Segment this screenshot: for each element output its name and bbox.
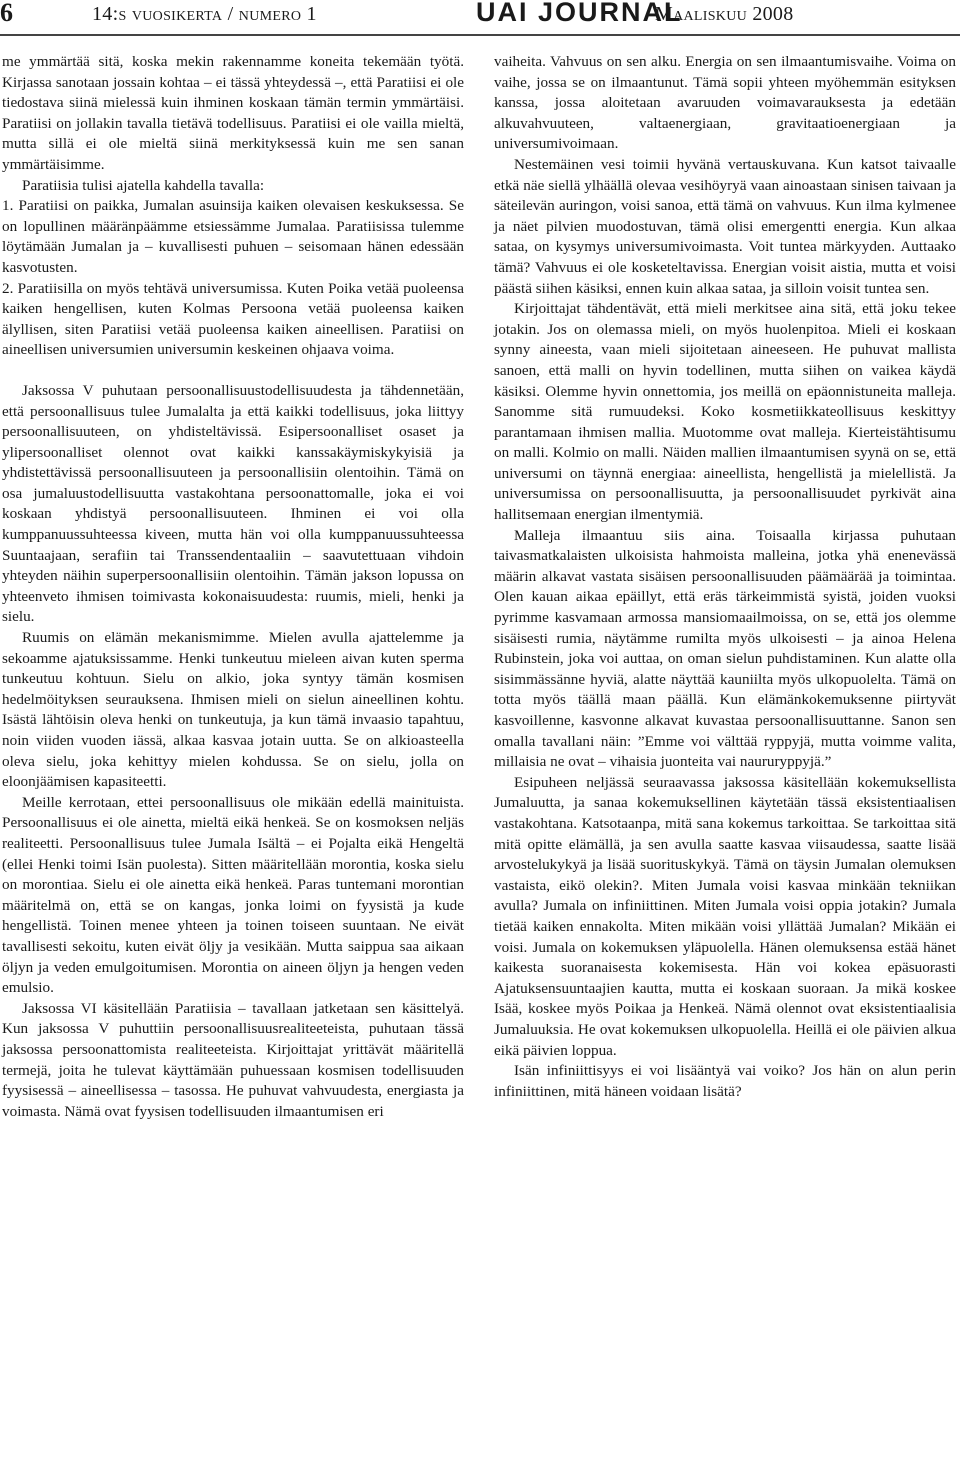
paragraph: Isän infiniittisyys ei voi lisääntyä vai voiko? Jos hän on alun perin infiniittinen, mitä häneen voidaan lisätä? (494, 1062, 956, 1100)
paragraph: Meille kerrotaan, ettei persoonallisuus ole mikään edellä mainituista. Persoonallisuus ei ole ainetta, mieltä eikä henkeä. Se on kosmoksen neljäs realiteetti. Persoonallisuus tulee Jumala Isältä – ei Pojalta eikä Hengeltä (ellei Henki toimi Isän puolesta). Sitten määritellään morontia, koska sielu on morontiaa. Sielu ei ole ainetta eikä henkeä. Paras tuntemani morontian määritelmä on, että se on kangas, jonka loimi on fyysistä ja kude hengellistä. Toinen menee yhteen ja toinen toiseen suuntaan. Ne eivät tavallisesti sekoitu, kuten eivät öljy ja vesikään. Mutta saippua saa aikaan öljyn ja veden emulgoitumisen. Morontia on aineen öljyn ja hengen veden emulsio. (2, 793, 464, 997)
issue-info: 14:s vuosikerta / numero 1 (92, 3, 317, 25)
paragraph: Jaksossa V puhutaan persoonallisuustodellisuudesta ja tähdennetään, että persoonallisuus tulee Jumalalta ja että kaikki todellisuus, joka liittyy persoonallisuuteen, on yhdisteltävissä. Esipersoonalliset osaset ja ylipersoonalliset olennot ovat kaikki kanssakäymiskykyisiä ja yhdistettävissä persoonallisuuteen ja persoonallisiin olentoihin. Tämä on osa jumaluustodellisuutta vastakohtana persoonattomalle, joka ei voi koskaan yhdistyä persoonallisuuteen. Ihminen ei voi olla kumppanuussuhteessa kiveen, mutta hän voi olla kumppanuussuhteessa Suuntaajaan, serafiin tai Transsendentaaliin – saavutettuaan vihdoin yhteyden näihin superpersoonallisiin olentoihin. Tämän jakson lopussa on yhteenveto ihmisen toimivasta kokonaisuudesta: ruumis, mieli, henki ja sielu. (2, 381, 464, 626)
page-header (0, 0, 960, 36)
paragraph: Kirjoittajat tähdentävät, että mieli merkitsee aina sitä, että joku tekee jotakin. Jos on olemassa mieli, on myös huolenpitoa. Mieli ei koskaan synny aineesta, vaan mieli sijoitetaan aineeseen. He puhuvat mallista sanoen, että malli on hyvin todellinen, mutta siihen on vaikea käydä käsiksi. Olemme hyvin onnettomia, jos meillä on epäonnistuneita malleja. Sanomme sitä rumuudeksi. Koko kosmetiikkateollisuus keskittyy parantamaan ihmisen mallia. Muotomme ovat malleja. Kierteistähtisumu on malli. Kolmio on malli. Näiden mallien ilmaantumisen syynä on se, että universumi on täynnä energiaa: aineellista, hengellistä ja mielellistä. Ja universumissa on persoonallisuutta, ja persoonallisuudet pyrkivät aina hallitsemaan energian ilmentymiä. (494, 300, 956, 524)
journal-title: UAI JOURNAL (476, 0, 683, 27)
paragraph: 2. Paratiisilla on myös tehtävä universumissa. Kuten Poika vetää puoleensa kaiken hengellisen, kuten Kolmas Persoona vetää puoleensa kaiken älyllisen, siten Paratiisi vetää puoleensa kaiken aineellisen. Paratiisi on aineellisen universumien universumin keskeinen ohjaava voima. (2, 279, 464, 359)
paragraph: Esipuheen neljässä seuraavassa jaksossa käsitellään kokemuksellista Jumaluutta, ja sanaa kokemuksellinen käytetään tässä eksistentiaalisen vastakohtana. Katsotaanpa, mitä sana kokemus tarkoittaa. Se tarkoittaa sitä mitä opitte elämällä, ja sen avulla saatte kasvaa viisaudessa, saatte lisää arvostelukykyä ja lisää suorituskykyä. Tämä on täysin Jumalan olemuksen vastaista, eikö olekin?. Miten Jumala voisi kasvaa minkään tekniikan avulla? Jumala on infiniittinen. Miten Jumala voisi oppia jotakin? Jumala tietää kaiken ennakolta. Miten mikään voisi yllättää Jumalan? Mikään ei voisi. Jumala on kokemuksen yläpuolella. Hänen olemuksensa estää hänet kaikesta suoranaisesta kokemisesta. Hän voi kokea epäsuorasti Ajatuksensuuntaajien kautta, mutta ei koskaan suoraan. Ja mikä koskee Isää, koskee myös Poikaa ja Henkeä. Nämä olennot ovat eksistentiaalisia Jumaluuksia. He ovat kokemuksen ulkopuolella. Heillä ei ole päivien alkua eikä päivien loppua. (494, 773, 956, 1059)
paragraph: Malleja ilmaantuu siis aina. Toisaalla kirjassa puhutaan taivasmatkalaisten ulkoisista hahmoista malleina, jotka yhä enenevässä määrin alkavat vastata sisäisen persoonallisuuden päämäärää ja toimintaa. Olen kauan aikaa epäillyt, että eräs tärkeimmistä syistä, joiden vuoksi pyrimme kasvamaan armossa mansiomaailmoissa, on se, että jos olemme sisäisesti rumia, näytämme rumilta myös ulkoisesti – ja ainoa Helena Rubinstein, joka voi auttaa, on oman sielun puhdistaminen. Kun alatte olla sisimmässänne hyviä, alatte näyttää kauniilta myös ulkopuolelta. Tämä on totta myös täällä maan päällä. Kun elämänkokemuksenne piirtyvät kasvoillenne, kasvonne alkavat kuvastaa persoonallisuuttanne. Sanon sen omalla tavallani näin: ”Emme voi välttää ryppyjä, mutta voimme valita, millaisia ne ovat – vihaisia juonteita vai naururyppyjä.” (494, 526, 956, 771)
left-column (2, 52, 464, 1122)
paragraph: Ruumis on elämän mekanismimme. Mielen avulla ajattelemme ja sekoamme ajatuksissamme. Henki tunkeutuu mieleen aivan kuten sperma tunkeutuu kohtuun. Sielu on alkio, joka syntyy tämän kosmisen hedelmöityksen seurauksena. Ihmisen mieli on sielun aineellinen kohtu. Isästä lähtöisin oleva henki on tunkeutuja, ja kun tämä invaasio tapahtuu, noin viiden vuoden iässä, alkaa kasvaa jotain uutta. Se on alkioasteella oleva sielu, joka kehittyy mielen kohdussa. Se on sielu, jolla on eloonjäämisen kapasiteetti. (2, 629, 464, 791)
page-number: 6 (0, 0, 13, 27)
paragraph: 1. Paratiisi on paikka, Jumalan asuinsija kaiken olevaisen keskuksessa. Se on lopullinen määränpäämme etsiessämme Jumalaa. Paratiisissa tulemme löytämään Jumalan ja – kuvallisesti puhuen – seisomaan hänen edessään kasvotusten. (2, 197, 464, 276)
paragraph: me ymmärtää sitä, koska mekin rakennamme koneita tekemään työtä. Kirjassa sanotaan jossain kohtaa – ei tässä yhteydessä –, että Paratiisi ei ole tiedostava siinä mielessä kuin ihminen koskaan tämän termin ymmärtäisi. Paratiisi on jollakin tavalla tietävä todellisuus. Paratiisi ei ole vailla mieltä, mutta sillä ei ole mieltä siinä merkityksessä kuin me sen sanan ymmärtäisimme. (2, 53, 464, 173)
paragraph: Nestemäinen vesi toimii hyvänä vertauskuvana. Kun katsot taivaalle etkä näe siellä ylhäällä olevaa vesihöyryä vaan ainoastaan sinisen taivaan ja säteilevän auringon, voisi sanoa, että tämä on vahvuus. Kun ilma kylmenee ja näet pilvien muodostuvan, tämä olisi emergentti energia. Kun alkaa sataa, on kysymys universumivoimasta. Voit tuntea märkyyden. Auttaako tämä? Vahvuus ei ole kosketeltavissa. Energian voisit aistia, mutta et voisi päästä siihen käsiksi, ennen kuin alkaa sataa, ja silloin voisit tuntea sen. (494, 155, 956, 297)
paragraph: Paratiisia tulisi ajatella kahdella tavalla: (22, 176, 265, 194)
header-rule (0, 34, 960, 36)
issue-date: Maaliskuu 2008 (655, 3, 794, 25)
paragraph: vaiheita. Vahvuus on sen alku. Energia on sen ilmaantumisvaihe. Voima on vaihe, jossa se on ilmaantunut. Tämä sopii yhteen myöhemmän esityksen kanssa, jossa aloitetaan avaruuden voimavarauksesta ja edetään alkuvahvuuteen, valtaenergiaan, gravitaatioenergiaan ja universumivoimaan. (494, 53, 956, 153)
right-column (494, 52, 956, 1102)
paragraph: Jaksossa VI käsitellään Paratiisia – tavallaan jatketaan sen käsittelyä. Kun jaksossa V puhuttiin persoonallisuusrealiteeteista, puhutaan tässä jaksossa persoonattomista realiteeteista. Kirjoittajat yrittävät määritellä termejä, joita he tulevat käyttämään puhuessaan kosmisen todellisuuden fyysisessä – aineellisessa – tasossa. He puhuvat vahvuudesta, energiasta ja voimasta. Nämä ovat fyysisen todellisuuden ilmaantumisen eri (2, 999, 464, 1120)
